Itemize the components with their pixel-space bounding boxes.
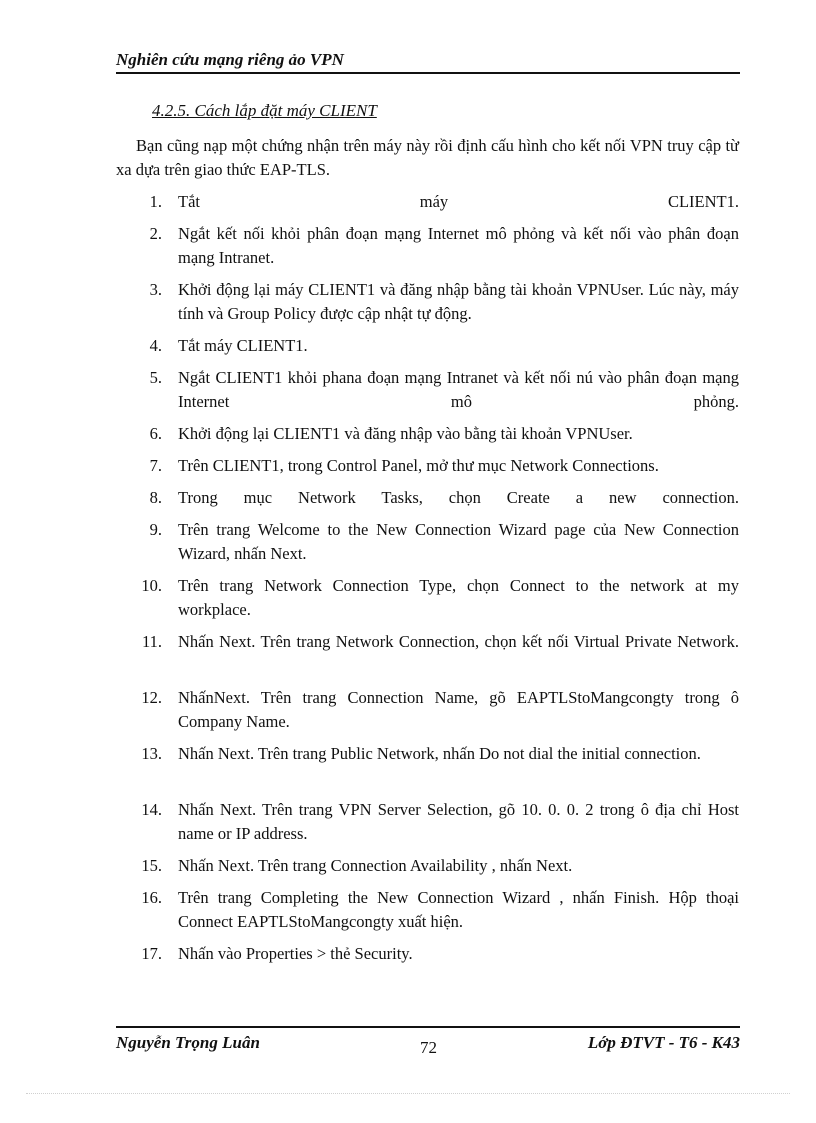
- step-number: 9.: [149, 520, 162, 539]
- step-number: 15.: [141, 856, 162, 875]
- footer-class: Lớp ĐTVT - T6 - K43: [587, 1033, 740, 1052]
- step-text: Nhấn Next. Trên trang Network Connection, chọn kết nối Virtual Private Network.: [178, 632, 739, 651]
- step-number: 8.: [149, 488, 162, 507]
- section-heading: 4.2.5. Cách lắp đặt máy CLIENT: [152, 101, 377, 120]
- step-text: Tắt máy CLIENT1.: [178, 336, 308, 355]
- step-number: 6.: [149, 424, 162, 443]
- step-text: Nhấn Next. Trên trang Connection Availability , nhấn Next.: [178, 856, 573, 875]
- step-number: 3.: [149, 280, 162, 299]
- step-number: 12.: [141, 688, 162, 707]
- intro-paragraph: Bạn cũng nạp một chứng nhận trên máy này rồi định cấu hình cho kết nối VPN truy cập từ xa dựa trên giao thức EAP-TLS.: [116, 136, 739, 179]
- step-number: 17.: [141, 944, 162, 963]
- step-text: NhấnNext. Trên trang Connection Name, gõ EAPTLStoMangcongty trong ô Company Name.: [178, 688, 739, 731]
- step-text: Nhấn vào Properties > thẻ Security.: [178, 944, 413, 963]
- step-text: Tắt máy CLIENT1.: [178, 192, 739, 211]
- step-text: Nhấn Next. Trên trang Public Network, nhấn Do not dial the initial connection.: [178, 744, 701, 763]
- page-edge-divider: [26, 1093, 790, 1094]
- step-text: Trong mục Network Tasks, chọn Create a new connection.: [178, 488, 739, 507]
- step-number: 5.: [149, 368, 162, 387]
- step-text: Khởi động lại máy CLIENT1 và đăng nhập bằng tài khoản VPNUser. Lúc này, máy tính và Group Policy được cập nhật tự động.: [178, 280, 739, 323]
- page-number: 72: [420, 1038, 437, 1057]
- step-number: 14.: [141, 800, 162, 819]
- step-number: 7.: [149, 456, 162, 475]
- page-footer: [116, 1026, 740, 1058]
- step-number: 16.: [141, 888, 162, 907]
- step-number: 13.: [141, 744, 162, 763]
- step-number: 11.: [141, 632, 162, 651]
- step-text: Trên trang Completing the New Connection Wizard , nhấn Finish. Hộp thoại Connect EAPTLStoMangcongty xuất hiện.: [178, 888, 739, 931]
- footer-author: Nguyễn Trọng Luân: [116, 1033, 260, 1052]
- step-text: Trên trang Network Connection Type, chọn Connect to the network at my workplace.: [178, 576, 739, 619]
- step-text: Nhấn Next. Trên trang VPN Server Selection, gõ 10. 0. 0. 2 trong ô địa chỉ Host name or IP address.: [178, 800, 739, 843]
- step-number: 10.: [141, 576, 162, 595]
- step-text: Trên trang Welcome to the New Connection Wizard page của New Connection Wizard, nhấn Next.: [178, 520, 739, 563]
- page-header: [116, 48, 740, 74]
- step-text: Khởi động lại CLIENT1 và đăng nhập vào bằng tài khoản VPNUser.: [178, 424, 633, 443]
- step-number: 4.: [149, 336, 162, 355]
- step-number: 1.: [149, 192, 162, 211]
- step-text: Ngắt CLIENT1 khỏi phana đoạn mạng Intranet và kết nối nú vào phân đoạn mạng Internet mô phỏng.: [178, 368, 739, 411]
- header-title: Nghiên cứu mạng riêng ảo VPN: [116, 50, 344, 69]
- step-number: 2.: [149, 224, 162, 243]
- step-text: Trên CLIENT1, trong Control Panel, mở thư mục Network Connections.: [178, 456, 659, 475]
- step-text: Ngắt kết nối khỏi phân đoạn mạng Internet mô phỏng và kết nối vào phân đoạn mạng Intranet.: [178, 224, 739, 267]
